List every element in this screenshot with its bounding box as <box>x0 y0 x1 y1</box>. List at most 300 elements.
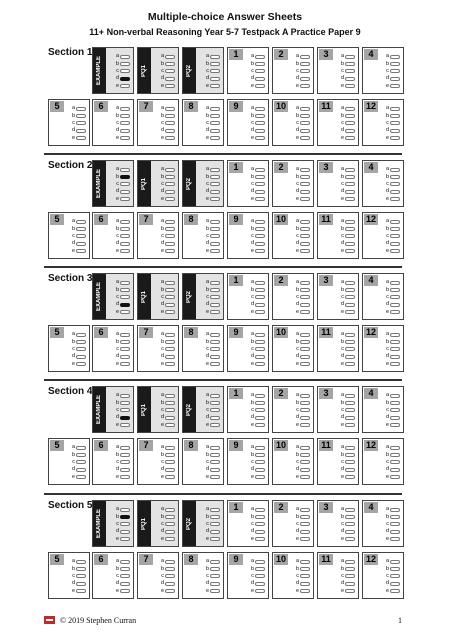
answer-bubble-c[interactable] <box>165 295 175 299</box>
answer-bubble-a[interactable] <box>165 560 175 564</box>
answer-bubble-c[interactable] <box>345 295 355 299</box>
answer-bubble-d[interactable] <box>300 129 310 133</box>
answer-bubble-a[interactable] <box>210 560 220 564</box>
answer-bubble-b[interactable] <box>255 114 265 118</box>
answer-bubble-c[interactable] <box>390 234 400 238</box>
answer-bubble-e[interactable] <box>390 537 400 541</box>
answer-bubble-b[interactable] <box>210 175 220 179</box>
answer-bubble-c[interactable] <box>165 522 175 526</box>
answer-bubble-a[interactable] <box>255 281 265 285</box>
answer-bubble-e[interactable] <box>345 537 355 541</box>
answer-bubble-c[interactable] <box>345 574 355 578</box>
answer-bubble-c[interactable] <box>76 347 86 351</box>
answer-bubble-a[interactable] <box>345 281 355 285</box>
answer-bubble-c[interactable] <box>300 234 310 238</box>
answer-bubble-c[interactable] <box>210 234 220 238</box>
answer-bubble-d[interactable] <box>210 190 220 194</box>
answer-bubble-b[interactable] <box>390 340 400 344</box>
answer-bubble-e[interactable] <box>165 136 175 140</box>
answer-bubble-b[interactable] <box>165 227 175 231</box>
answer-bubble-e[interactable] <box>210 475 220 479</box>
answer-bubble-d[interactable] <box>345 303 355 307</box>
answer-bubble-a[interactable] <box>255 220 265 224</box>
answer-bubble-b[interactable] <box>120 401 130 405</box>
answer-bubble-a[interactable] <box>210 394 220 398</box>
answer-bubble-e[interactable] <box>345 475 355 479</box>
answer-bubble-a[interactable] <box>255 508 265 512</box>
answer-bubble-c[interactable] <box>390 574 400 578</box>
answer-bubble-a[interactable] <box>300 55 310 59</box>
answer-bubble-d[interactable] <box>120 77 130 81</box>
answer-bubble-c[interactable] <box>210 182 220 186</box>
answer-bubble-a[interactable] <box>255 333 265 337</box>
answer-bubble-e[interactable] <box>120 475 130 479</box>
answer-bubble-b[interactable] <box>210 453 220 457</box>
answer-bubble-e[interactable] <box>345 84 355 88</box>
answer-bubble-d[interactable] <box>390 530 400 534</box>
answer-bubble-a[interactable] <box>390 55 400 59</box>
answer-bubble-c[interactable] <box>345 69 355 73</box>
answer-bubble-e[interactable] <box>345 589 355 593</box>
answer-bubble-b[interactable] <box>345 114 355 118</box>
answer-bubble-d[interactable] <box>345 582 355 586</box>
answer-bubble-d[interactable] <box>390 468 400 472</box>
answer-bubble-b[interactable] <box>345 288 355 292</box>
answer-bubble-d[interactable] <box>345 355 355 359</box>
answer-bubble-e[interactable] <box>345 310 355 314</box>
answer-bubble-c[interactable] <box>300 69 310 73</box>
answer-bubble-e[interactable] <box>210 362 220 366</box>
answer-bubble-a[interactable] <box>300 446 310 450</box>
answer-bubble-b[interactable] <box>345 227 355 231</box>
answer-bubble-b[interactable] <box>210 62 220 66</box>
answer-bubble-d[interactable] <box>165 303 175 307</box>
answer-bubble-c[interactable] <box>210 460 220 464</box>
answer-bubble-a[interactable] <box>120 394 130 398</box>
answer-bubble-b[interactable] <box>210 288 220 292</box>
answer-bubble-b[interactable] <box>165 567 175 571</box>
answer-bubble-d[interactable] <box>255 129 265 133</box>
answer-bubble-d[interactable] <box>300 530 310 534</box>
answer-bubble-e[interactable] <box>300 475 310 479</box>
answer-bubble-d[interactable] <box>390 416 400 420</box>
answer-bubble-b[interactable] <box>300 175 310 179</box>
answer-bubble-a[interactable] <box>345 107 355 111</box>
answer-bubble-b[interactable] <box>210 567 220 571</box>
answer-bubble-c[interactable] <box>390 121 400 125</box>
answer-bubble-d[interactable] <box>120 129 130 133</box>
answer-bubble-c[interactable] <box>345 121 355 125</box>
answer-bubble-d[interactable] <box>76 468 86 472</box>
answer-bubble-d[interactable] <box>345 129 355 133</box>
answer-bubble-b[interactable] <box>255 227 265 231</box>
answer-bubble-e[interactable] <box>76 475 86 479</box>
answer-bubble-c[interactable] <box>345 522 355 526</box>
answer-bubble-b[interactable] <box>300 401 310 405</box>
answer-bubble-e[interactable] <box>210 423 220 427</box>
answer-bubble-e[interactable] <box>120 589 130 593</box>
answer-bubble-a[interactable] <box>300 168 310 172</box>
answer-bubble-e[interactable] <box>210 310 220 314</box>
answer-bubble-d[interactable] <box>120 468 130 472</box>
answer-bubble-e[interactable] <box>165 423 175 427</box>
answer-bubble-a[interactable] <box>165 107 175 111</box>
answer-bubble-e[interactable] <box>165 537 175 541</box>
answer-bubble-e[interactable] <box>255 537 265 541</box>
answer-bubble-a[interactable] <box>120 446 130 450</box>
answer-bubble-e[interactable] <box>390 589 400 593</box>
answer-bubble-d[interactable] <box>120 530 130 534</box>
answer-bubble-e[interactable] <box>300 589 310 593</box>
answer-bubble-c[interactable] <box>165 121 175 125</box>
answer-bubble-a[interactable] <box>120 333 130 337</box>
answer-bubble-a[interactable] <box>255 168 265 172</box>
answer-bubble-b[interactable] <box>300 288 310 292</box>
answer-bubble-b[interactable] <box>76 227 86 231</box>
answer-bubble-c[interactable] <box>300 460 310 464</box>
answer-bubble-b[interactable] <box>165 453 175 457</box>
answer-bubble-a[interactable] <box>255 394 265 398</box>
answer-bubble-b[interactable] <box>390 175 400 179</box>
answer-bubble-a[interactable] <box>345 55 355 59</box>
answer-bubble-e[interactable] <box>210 249 220 253</box>
answer-bubble-e[interactable] <box>255 84 265 88</box>
answer-bubble-c[interactable] <box>255 121 265 125</box>
answer-bubble-b[interactable] <box>300 62 310 66</box>
answer-bubble-a[interactable] <box>345 220 355 224</box>
answer-bubble-b[interactable] <box>210 401 220 405</box>
answer-bubble-d[interactable] <box>76 355 86 359</box>
answer-bubble-b[interactable] <box>165 62 175 66</box>
answer-bubble-b[interactable] <box>345 453 355 457</box>
answer-bubble-c[interactable] <box>390 460 400 464</box>
answer-bubble-e[interactable] <box>165 197 175 201</box>
answer-bubble-c[interactable] <box>390 182 400 186</box>
answer-bubble-c[interactable] <box>165 182 175 186</box>
answer-bubble-d[interactable] <box>120 582 130 586</box>
answer-bubble-b[interactable] <box>345 340 355 344</box>
answer-bubble-d[interactable] <box>300 468 310 472</box>
answer-bubble-e[interactable] <box>255 249 265 253</box>
answer-bubble-c[interactable] <box>120 460 130 464</box>
answer-bubble-b[interactable] <box>120 340 130 344</box>
answer-bubble-e[interactable] <box>390 84 400 88</box>
answer-bubble-d[interactable] <box>345 530 355 534</box>
answer-bubble-d[interactable] <box>390 77 400 81</box>
answer-bubble-c[interactable] <box>165 408 175 412</box>
answer-bubble-a[interactable] <box>345 560 355 564</box>
answer-bubble-b[interactable] <box>120 515 130 519</box>
answer-bubble-e[interactable] <box>300 310 310 314</box>
answer-bubble-c[interactable] <box>165 69 175 73</box>
answer-bubble-a[interactable] <box>120 107 130 111</box>
answer-bubble-e[interactable] <box>390 136 400 140</box>
answer-bubble-e[interactable] <box>76 136 86 140</box>
answer-bubble-c[interactable] <box>300 522 310 526</box>
answer-bubble-a[interactable] <box>165 55 175 59</box>
answer-bubble-e[interactable] <box>300 136 310 140</box>
answer-bubble-b[interactable] <box>255 453 265 457</box>
answer-bubble-c[interactable] <box>120 234 130 238</box>
answer-bubble-b[interactable] <box>120 175 130 179</box>
answer-bubble-c[interactable] <box>300 295 310 299</box>
answer-bubble-a[interactable] <box>165 333 175 337</box>
answer-bubble-d[interactable] <box>210 77 220 81</box>
answer-bubble-a[interactable] <box>255 107 265 111</box>
answer-bubble-e[interactable] <box>210 589 220 593</box>
answer-bubble-d[interactable] <box>210 129 220 133</box>
answer-bubble-b[interactable] <box>210 340 220 344</box>
answer-bubble-b[interactable] <box>390 227 400 231</box>
answer-bubble-b[interactable] <box>345 567 355 571</box>
answer-bubble-d[interactable] <box>390 303 400 307</box>
answer-bubble-e[interactable] <box>300 249 310 253</box>
answer-bubble-e[interactable] <box>76 362 86 366</box>
answer-bubble-b[interactable] <box>255 175 265 179</box>
answer-bubble-e[interactable] <box>120 136 130 140</box>
answer-bubble-d[interactable] <box>120 303 130 307</box>
answer-bubble-d[interactable] <box>300 355 310 359</box>
answer-bubble-c[interactable] <box>390 408 400 412</box>
answer-bubble-a[interactable] <box>390 446 400 450</box>
answer-bubble-d[interactable] <box>255 77 265 81</box>
answer-bubble-d[interactable] <box>120 242 130 246</box>
answer-bubble-e[interactable] <box>76 249 86 253</box>
answer-bubble-d[interactable] <box>255 416 265 420</box>
answer-bubble-c[interactable] <box>76 121 86 125</box>
answer-bubble-d[interactable] <box>120 190 130 194</box>
answer-bubble-e[interactable] <box>255 310 265 314</box>
answer-bubble-b[interactable] <box>120 62 130 66</box>
answer-bubble-c[interactable] <box>300 574 310 578</box>
answer-bubble-c[interactable] <box>390 522 400 526</box>
answer-bubble-c[interactable] <box>390 69 400 73</box>
answer-bubble-e[interactable] <box>120 423 130 427</box>
answer-bubble-d[interactable] <box>76 129 86 133</box>
answer-bubble-b[interactable] <box>255 288 265 292</box>
answer-bubble-a[interactable] <box>165 446 175 450</box>
answer-bubble-b[interactable] <box>300 515 310 519</box>
answer-bubble-d[interactable] <box>345 242 355 246</box>
answer-bubble-a[interactable] <box>120 508 130 512</box>
answer-bubble-a[interactable] <box>390 281 400 285</box>
answer-bubble-c[interactable] <box>210 408 220 412</box>
answer-bubble-b[interactable] <box>390 515 400 519</box>
answer-bubble-a[interactable] <box>210 508 220 512</box>
answer-bubble-c[interactable] <box>120 295 130 299</box>
answer-bubble-a[interactable] <box>165 220 175 224</box>
answer-bubble-b[interactable] <box>390 288 400 292</box>
answer-bubble-c[interactable] <box>345 460 355 464</box>
answer-bubble-e[interactable] <box>300 84 310 88</box>
answer-bubble-b[interactable] <box>120 114 130 118</box>
answer-bubble-b[interactable] <box>345 175 355 179</box>
answer-bubble-b[interactable] <box>345 401 355 405</box>
answer-bubble-d[interactable] <box>255 242 265 246</box>
answer-bubble-b[interactable] <box>165 515 175 519</box>
answer-bubble-e[interactable] <box>255 475 265 479</box>
answer-bubble-a[interactable] <box>300 107 310 111</box>
answer-bubble-a[interactable] <box>210 220 220 224</box>
answer-bubble-e[interactable] <box>210 136 220 140</box>
answer-bubble-a[interactable] <box>165 394 175 398</box>
answer-bubble-e[interactable] <box>300 423 310 427</box>
answer-bubble-c[interactable] <box>210 574 220 578</box>
answer-bubble-d[interactable] <box>390 242 400 246</box>
answer-bubble-b[interactable] <box>300 453 310 457</box>
answer-bubble-e[interactable] <box>345 249 355 253</box>
answer-bubble-b[interactable] <box>120 567 130 571</box>
answer-bubble-c[interactable] <box>255 182 265 186</box>
answer-bubble-c[interactable] <box>210 121 220 125</box>
answer-bubble-b[interactable] <box>76 114 86 118</box>
answer-bubble-b[interactable] <box>76 453 86 457</box>
answer-bubble-a[interactable] <box>120 281 130 285</box>
answer-bubble-d[interactable] <box>210 355 220 359</box>
answer-bubble-c[interactable] <box>120 121 130 125</box>
answer-bubble-c[interactable] <box>255 408 265 412</box>
answer-bubble-b[interactable] <box>255 567 265 571</box>
answer-bubble-e[interactable] <box>120 537 130 541</box>
answer-bubble-c[interactable] <box>390 295 400 299</box>
answer-bubble-b[interactable] <box>210 114 220 118</box>
answer-bubble-e[interactable] <box>300 197 310 201</box>
answer-bubble-d[interactable] <box>165 468 175 472</box>
answer-bubble-a[interactable] <box>210 55 220 59</box>
answer-bubble-c[interactable] <box>345 182 355 186</box>
answer-bubble-d[interactable] <box>76 242 86 246</box>
answer-bubble-d[interactable] <box>345 416 355 420</box>
answer-bubble-e[interactable] <box>210 197 220 201</box>
answer-bubble-a[interactable] <box>390 107 400 111</box>
answer-bubble-b[interactable] <box>345 62 355 66</box>
answer-bubble-c[interactable] <box>255 69 265 73</box>
answer-bubble-c[interactable] <box>300 408 310 412</box>
answer-bubble-c[interactable] <box>345 234 355 238</box>
answer-bubble-a[interactable] <box>345 446 355 450</box>
answer-bubble-b[interactable] <box>255 515 265 519</box>
answer-bubble-c[interactable] <box>120 69 130 73</box>
answer-bubble-c[interactable] <box>345 408 355 412</box>
answer-bubble-a[interactable] <box>300 220 310 224</box>
answer-bubble-d[interactable] <box>300 303 310 307</box>
answer-bubble-d[interactable] <box>300 582 310 586</box>
answer-bubble-c[interactable] <box>165 460 175 464</box>
answer-bubble-b[interactable] <box>300 227 310 231</box>
answer-bubble-a[interactable] <box>120 560 130 564</box>
answer-bubble-c[interactable] <box>120 347 130 351</box>
answer-bubble-c[interactable] <box>165 574 175 578</box>
answer-bubble-e[interactable] <box>210 84 220 88</box>
answer-bubble-c[interactable] <box>255 234 265 238</box>
answer-bubble-e[interactable] <box>345 362 355 366</box>
answer-bubble-c[interactable] <box>255 295 265 299</box>
answer-bubble-d[interactable] <box>210 582 220 586</box>
answer-bubble-a[interactable] <box>390 508 400 512</box>
answer-bubble-e[interactable] <box>165 589 175 593</box>
answer-bubble-e[interactable] <box>120 197 130 201</box>
answer-bubble-e[interactable] <box>120 362 130 366</box>
answer-bubble-a[interactable] <box>210 281 220 285</box>
answer-bubble-c[interactable] <box>210 69 220 73</box>
answer-bubble-b[interactable] <box>165 340 175 344</box>
answer-bubble-e[interactable] <box>345 197 355 201</box>
answer-bubble-d[interactable] <box>255 190 265 194</box>
answer-bubble-b[interactable] <box>300 567 310 571</box>
answer-bubble-b[interactable] <box>165 288 175 292</box>
answer-bubble-d[interactable] <box>165 190 175 194</box>
answer-bubble-b[interactable] <box>165 175 175 179</box>
answer-bubble-c[interactable] <box>255 574 265 578</box>
answer-bubble-b[interactable] <box>300 340 310 344</box>
answer-bubble-c[interactable] <box>210 347 220 351</box>
answer-bubble-a[interactable] <box>76 446 86 450</box>
answer-bubble-a[interactable] <box>390 560 400 564</box>
answer-bubble-d[interactable] <box>120 416 130 420</box>
answer-bubble-e[interactable] <box>165 84 175 88</box>
answer-bubble-e[interactable] <box>390 249 400 253</box>
answer-bubble-c[interactable] <box>300 121 310 125</box>
answer-bubble-c[interactable] <box>120 408 130 412</box>
answer-bubble-c[interactable] <box>120 182 130 186</box>
answer-bubble-e[interactable] <box>345 136 355 140</box>
answer-bubble-d[interactable] <box>165 77 175 81</box>
answer-bubble-e[interactable] <box>165 475 175 479</box>
answer-bubble-b[interactable] <box>390 401 400 405</box>
answer-bubble-b[interactable] <box>255 401 265 405</box>
answer-bubble-a[interactable] <box>76 333 86 337</box>
answer-bubble-d[interactable] <box>390 582 400 586</box>
answer-bubble-e[interactable] <box>390 423 400 427</box>
answer-bubble-a[interactable] <box>300 333 310 337</box>
answer-bubble-d[interactable] <box>165 129 175 133</box>
answer-bubble-b[interactable] <box>300 114 310 118</box>
answer-bubble-a[interactable] <box>210 107 220 111</box>
answer-bubble-e[interactable] <box>300 362 310 366</box>
answer-bubble-d[interactable] <box>165 530 175 534</box>
answer-bubble-d[interactable] <box>210 468 220 472</box>
answer-bubble-e[interactable] <box>165 310 175 314</box>
answer-bubble-e[interactable] <box>390 310 400 314</box>
answer-bubble-e[interactable] <box>76 589 86 593</box>
answer-bubble-a[interactable] <box>345 508 355 512</box>
answer-bubble-a[interactable] <box>120 220 130 224</box>
answer-bubble-b[interactable] <box>76 340 86 344</box>
answer-bubble-e[interactable] <box>255 362 265 366</box>
answer-bubble-c[interactable] <box>165 234 175 238</box>
answer-bubble-b[interactable] <box>210 515 220 519</box>
answer-bubble-d[interactable] <box>300 416 310 420</box>
answer-bubble-d[interactable] <box>255 582 265 586</box>
answer-bubble-a[interactable] <box>390 394 400 398</box>
answer-bubble-b[interactable] <box>210 227 220 231</box>
answer-bubble-a[interactable] <box>255 446 265 450</box>
answer-bubble-a[interactable] <box>76 560 86 564</box>
answer-bubble-e[interactable] <box>390 197 400 201</box>
answer-bubble-c[interactable] <box>120 574 130 578</box>
answer-bubble-c[interactable] <box>300 347 310 351</box>
answer-bubble-d[interactable] <box>300 242 310 246</box>
answer-bubble-d[interactable] <box>165 242 175 246</box>
answer-bubble-b[interactable] <box>120 453 130 457</box>
answer-bubble-d[interactable] <box>300 190 310 194</box>
answer-bubble-e[interactable] <box>390 475 400 479</box>
answer-bubble-e[interactable] <box>120 249 130 253</box>
answer-bubble-c[interactable] <box>255 522 265 526</box>
answer-bubble-d[interactable] <box>210 530 220 534</box>
answer-bubble-d[interactable] <box>345 77 355 81</box>
answer-bubble-b[interactable] <box>120 288 130 292</box>
